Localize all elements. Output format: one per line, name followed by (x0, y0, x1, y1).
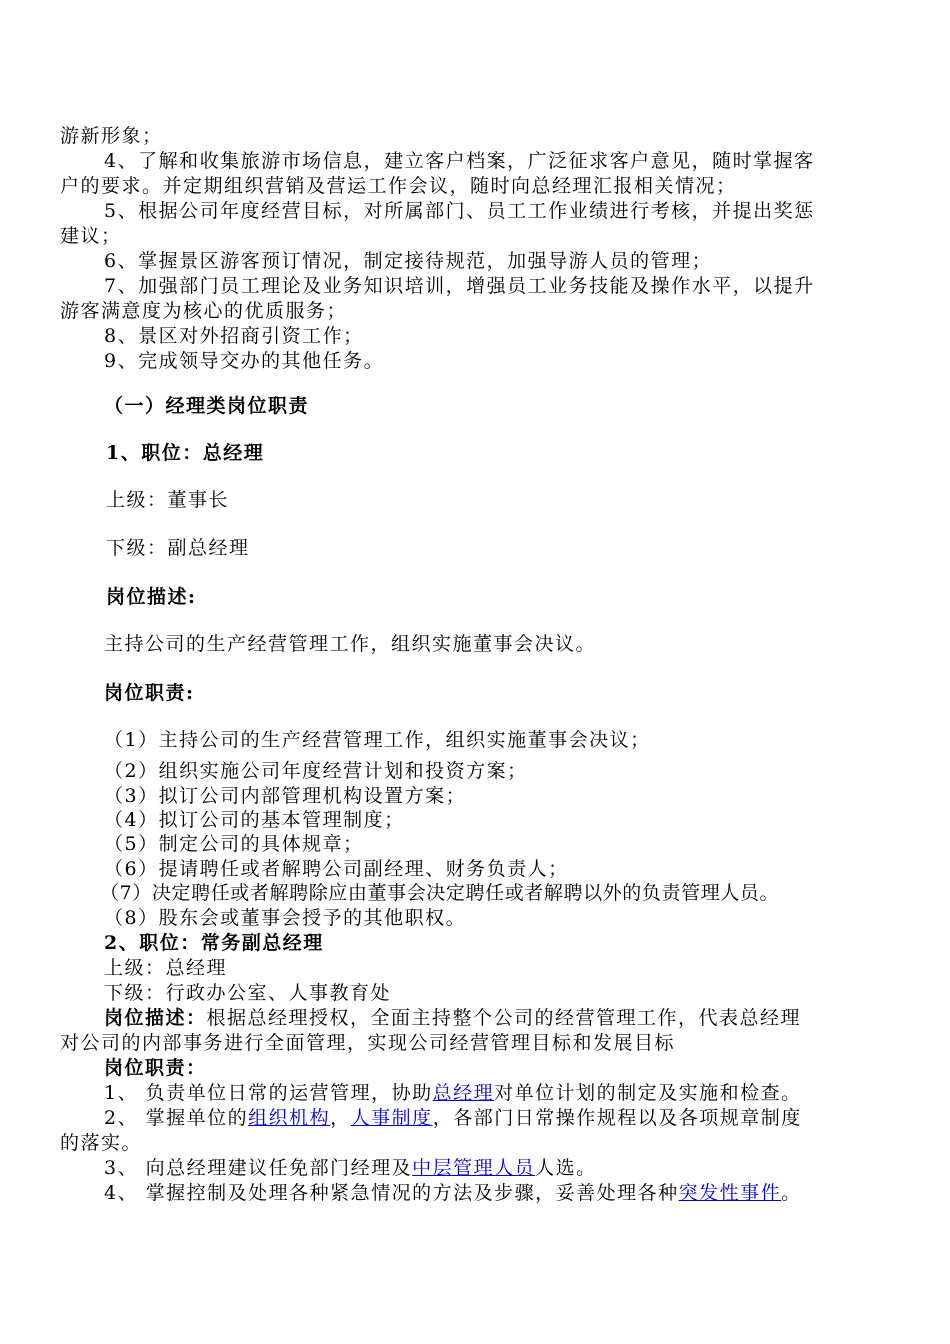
gm-desc-text: 主持公司的生产经营管理工作，组织实施董事会决议。 (104, 633, 597, 655)
intro-line: 4、了解和收集旅游市场信息，建立客户档案，广泛征求客户意见，随时掌握客 (104, 150, 815, 172)
gm-duty-item: （1）主持公司的生产经营管理工作，组织实施董事会决议； (104, 729, 651, 751)
intro-line: 5、根据公司年度经营目标，对所属部门、员工工作业绩进行考核，并提出奖惩 (104, 200, 815, 222)
vp-duty-cont: 的落实。 (60, 1132, 143, 1154)
section-title: （一）经理类岗位职责 (104, 395, 310, 417)
intro-line: 户的要求。并定期组织营销及营运工作会议，随时向总经理汇报相关情况； (60, 175, 737, 197)
vp-duty-item (104, 1156, 904, 1180)
vp-duty-item (104, 1106, 904, 1130)
vp-duty-item (104, 1181, 904, 1205)
vp-duty-text: 3、 向总经理建议任免部门经理及 (104, 1157, 413, 1179)
vp-heading: 2、职位：常务副总经理 (104, 932, 324, 954)
gm-duty-item: （5）制定公司的具体规章； (104, 833, 364, 855)
vp-desc-line (104, 1006, 904, 1030)
link-hr-system[interactable]: 人事制度 (350, 1107, 433, 1129)
gm-subordinate: 下级：副总经理 (106, 537, 250, 559)
intro-line: 游客满意度为核心的优质服务； (60, 300, 348, 322)
vp-duty-text: ， (330, 1107, 351, 1129)
vp-duty-text: 4、 掌握控制及处理各种紧急情况的方法及步骤，妥善处理各种 (104, 1182, 679, 1204)
vp-duty-text: ，各部门日常操作规程以及各项规章制度 (432, 1107, 802, 1129)
intro-line: 6、掌握景区游客预订情况，制定接待规范，加强导游人员的管理； (104, 250, 713, 272)
gm-duty-item: （4）拟订公司的基本管理制度； (104, 809, 405, 831)
vp-desc-cont: 对公司的内部事务进行全面管理，实现公司经营管理目标和发展目标 (60, 1032, 676, 1054)
intro-line: 9、完成领导交办的其他任务。 (104, 350, 385, 372)
gm-desc-label: 岗位描述: (106, 586, 197, 608)
vp-duty-text: 1、 负责单位日常的运营管理，协助 (104, 1082, 433, 1104)
gm-duty-item: （8）股东会或董事会授予的其他职权。 (104, 907, 467, 929)
vp-duties-label: 岗位职责： (104, 1057, 207, 1079)
gm-duty-item: （6）提请聘任或者解聘公司副经理、财务负责人； (104, 858, 569, 880)
gm-duty-item: （2）组织实施公司年度经营计划和投资方案； (104, 760, 528, 782)
gm-duties-label: 岗位职责: (104, 682, 195, 704)
vp-duty-item (104, 1081, 904, 1105)
link-emergency-events[interactable]: 突发性事件 (678, 1182, 782, 1204)
gm-duty-item: （7）决定聘任或者解聘除应由董事会决定聘任或者解聘以外的负责管理人员。 (100, 882, 780, 904)
vp-subordinate: 下级：行政办公室、人事教育处 (104, 982, 392, 1004)
gm-superior: 上级：董事长 (106, 489, 230, 511)
gm-heading: 1、职位：总经理 (106, 442, 265, 464)
link-org-structure[interactable]: 组织机构 (248, 1107, 331, 1129)
vp-duty-text: 2、 掌握单位的 (104, 1107, 249, 1129)
vp-superior: 上级：总经理 (104, 957, 228, 979)
intro-line: 8、景区对外招商引资工作； (104, 325, 364, 347)
vp-duty-text: 。 (781, 1182, 802, 1204)
vp-duty-text: 对单位计划的制定及实施和检查。 (494, 1082, 802, 1104)
vp-desc-text: 根据总经理授权，全面主持整个公司的经营管理工作，代表总经理 (206, 1007, 802, 1029)
link-general-manager[interactable]: 总经理 (432, 1082, 495, 1104)
gm-duty-item: （3）拟订公司内部管理机构设置方案； (104, 785, 467, 807)
intro-line: 建议； (60, 225, 122, 247)
intro-line: 游新形象； (60, 125, 163, 147)
intro-line: 7、加强部门员工理论及业务知识培训，增强员工业务技能及操作水平，以提升 (104, 275, 815, 297)
link-middle-managers[interactable]: 中层管理人员 (412, 1157, 536, 1179)
vp-duty-text: 人选。 (535, 1157, 597, 1179)
vp-desc-label: 岗位描述： (104, 1007, 207, 1029)
